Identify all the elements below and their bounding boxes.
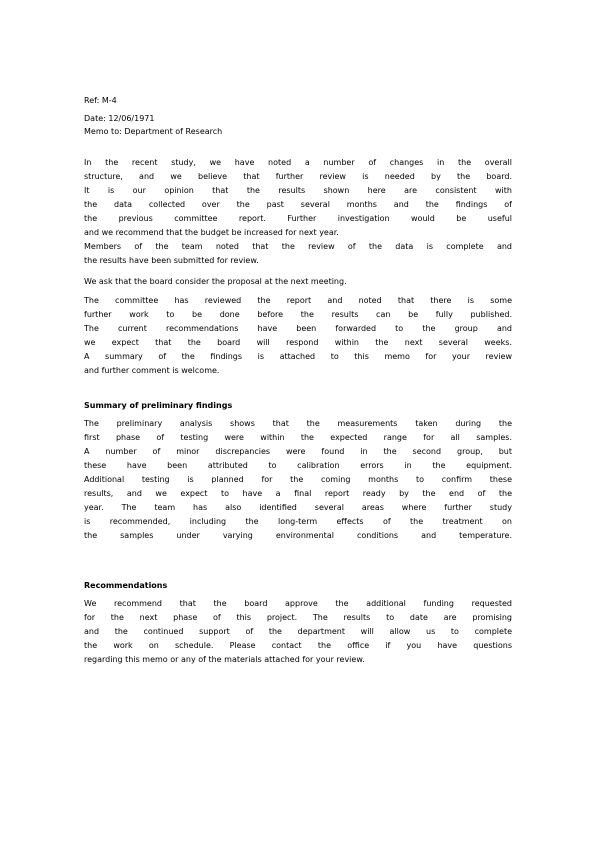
paragraph-line: We recommend that the board approve the additional funding requested [84,599,512,608]
paragraph-line: regarding this memo or any of the materials attached for your review. [84,655,365,664]
paragraph-line: results, and we expect to have a final report ready by the end of the [84,489,512,498]
paragraph-line: we expect that the board will respond within the next several weeks. [84,338,512,347]
memo-reference: Ref: M-4 [84,96,117,105]
paragraph-line: and we recommend that the budget be increased for next year. [84,228,339,237]
paragraph-line: the results have been submitted for review. [84,256,259,265]
paragraph-line: is recommended, including the long-term effects of the treatment on [84,517,512,526]
paragraph-line: structure, and we believe that further review is needed by the board. [84,172,512,181]
paragraph-line: for the next phase of this project. The results to date are promising [84,613,512,622]
paragraph-line: and further comment is welcome. [84,366,220,375]
paragraph-line: first phase of testing were within the expected range for all samples. [84,433,512,442]
paragraph-line: A summary of the findings is attached to this memo for your review [84,352,512,361]
paragraph-line: The committee has reviewed the report and noted that there is some [84,296,512,305]
paragraph-line: these have been attributed to calibration errors in the equipment. [84,461,512,470]
paragraph-line: The preliminary analysis shows that the measurements taken during the [84,419,512,428]
paragraph-line: It is our opinion that the results shown here are consistent with [84,186,512,195]
paragraph-line: The current recommendations have been forwarded to the group and [84,324,512,333]
section-heading: Recommendations [84,581,168,590]
paragraph-line: Additional testing is planned for the coming months to confirm these [84,475,512,484]
paragraph-line: Members of the team noted that the review of the data is complete and [84,242,512,251]
paragraph-line: the previous committee report. Further investigation would be useful [84,214,512,223]
paragraph-line: the data collected over the past several months and the findings of [84,200,512,209]
paragraph-line: In the recent study, we have noted a number of changes in the overall [84,158,512,167]
paragraph-line: We ask that the board consider the proposal at the next meeting. [84,277,347,286]
paragraph-line: year. The team has also identified several areas where further study [84,503,512,512]
paragraph-line: the samples under varying environmental conditions and temperature. [84,531,512,540]
paragraph-line: and the continued support of the department will allow us to complete [84,627,512,636]
paragraph-line: further work to be done before the results can be fully published. [84,310,512,319]
paragraph-line: the work on schedule. Please contact the office if you have questions [84,641,512,650]
section-heading: Summary of preliminary findings [84,401,233,410]
memo-recipient: Memo to: Department of Research [84,127,223,136]
memo-date: Date: 12/06/1971 [84,114,155,123]
paragraph-line: A number of minor discrepancies were found in the second group, but [84,447,512,456]
